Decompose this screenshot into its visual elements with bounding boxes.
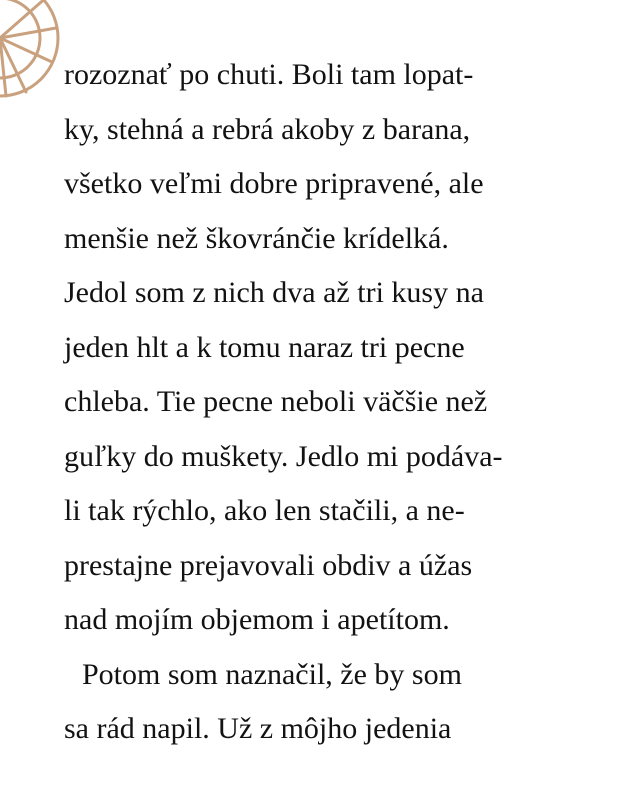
- text-line: chleba. Tie pecne neboli väčšie než: [64, 385, 488, 418]
- text-line: jeden hlt a k tomu naraz tri pecne: [64, 330, 465, 364]
- text-line: Jedol som z nich dva až tri kusy na: [64, 276, 484, 309]
- compass-rose-icon: [0, 0, 62, 112]
- book-page-text: [64, 48, 624, 757]
- text-line: menšie než škovránčie krídelká.: [64, 221, 449, 255]
- text-line: ky, stehná a rebrá akoby z barana,: [64, 112, 471, 146]
- text-line: prestajne prejavovali obdiv a úžas: [64, 548, 473, 582]
- text-line: nad mojím objemom i apetítom.: [64, 603, 450, 636]
- text-line: guľky do muškety. Jedlo mi podáva-: [64, 439, 503, 473]
- text-line: li tak rýchlo, ako len stačili, a ne-: [64, 494, 465, 527]
- paragraph-start-line: Potom som naznačil, že by som: [82, 657, 462, 691]
- text-line: rozoznať po chuti. Boli tam lopat-: [64, 58, 474, 91]
- text-line: všetko veľmi dobre pripravené, ale: [64, 167, 484, 200]
- text-line: sa rád napil. Už z môjho jedenia: [64, 712, 452, 745]
